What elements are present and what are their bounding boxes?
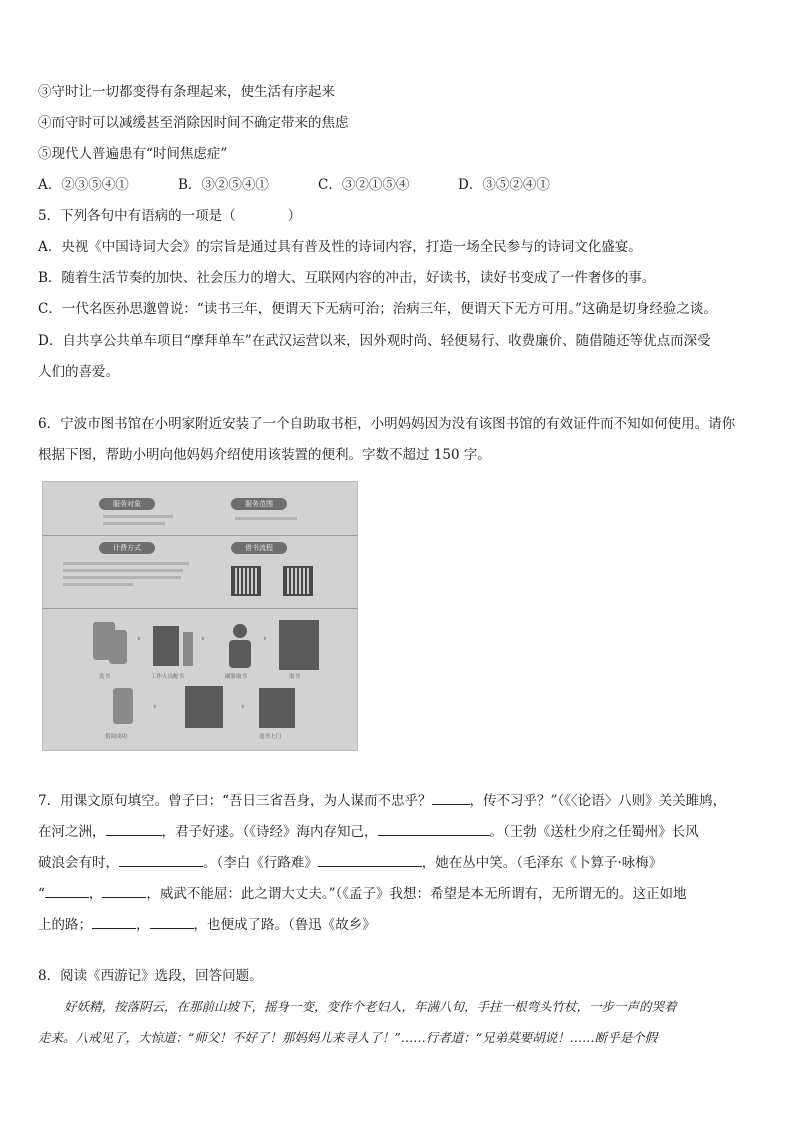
q7-text: “ [38, 886, 45, 902]
step-take-label: 取书 [289, 674, 301, 680]
q8-excerpt-line1: 好妖精，按落阴云，在那前山坡下，摇身一变，变作个老妇人，年满八旬，手拄一根弯头竹杖，一步一声的哭着 [64, 999, 677, 1014]
q7-blank-2[interactable] [106, 821, 162, 836]
q5-option-d-cont: 人们的喜爱。 [38, 364, 119, 380]
q7-text: ，也便成了路。（鲁迅《故乡》 [193, 917, 376, 933]
chevron-right-icon: › [201, 634, 205, 644]
person-icon [233, 624, 247, 638]
chevron-right-icon: › [263, 634, 267, 644]
q7-text: 7．用课文原句填空。曾子曰：“吾日三省吾身，为人谋而不忠乎？ [38, 793, 432, 809]
q4-option-b: B．③②⑤④① [178, 177, 269, 193]
qr-code-icon [231, 566, 261, 596]
q5-option-c: C．一代名医孙思邈曾说：“读书三年，便谓天下无病可治；治病三年，便谓天下无方可用。”这确是切身经验之谈。 [38, 301, 717, 317]
q7-line2 [38, 821, 758, 842]
q7-text: 上的路； [38, 917, 92, 933]
q7-line3 [38, 852, 758, 873]
list-item-5: ⑤现代人普遍患有“时间焦虑症” [38, 146, 228, 162]
service-object-label: 服务对象 [99, 498, 155, 510]
q7-line1 [38, 790, 758, 811]
q7-blank-9[interactable] [150, 914, 194, 929]
q8-stem: 8．阅读《西游记》选段，回答问题。 [38, 968, 263, 984]
list-item-4: ④而守时可以减缓甚至消除因时间不确定带来的焦虑 [38, 115, 349, 131]
q5-stem [38, 206, 758, 226]
q8-excerpt-line2: 走来。八戒见了，大惊道：“师父！不好了！那妈妈儿来寻人了！”……行者道：“兄弟莫要胡说！……断乎是个假 [38, 1030, 658, 1045]
locker-icon [279, 620, 319, 670]
q7-text: 。（李白《行路难》 [203, 855, 318, 871]
borrow-flow-label: 借书流程 [231, 542, 287, 554]
q6-stem-line2: 根据下图，帮助小明向他妈妈介绍使用该装置的便利。字数不超过 150 字。 [38, 447, 491, 463]
q5-stem-text: 5．下列各句中有语病的一项是（ [38, 208, 236, 224]
chevron-right-icon: › [137, 634, 141, 644]
q7-text: 在河之洲， [38, 824, 106, 840]
q5-option-b: B．随着生活节奏的加快、社会压力的增大、互联网内容的冲击，好读书，读好书变成了一件奢侈的事。 [38, 270, 656, 286]
q7-blank-4[interactable] [119, 852, 203, 867]
q7-text: ， [88, 886, 103, 902]
q7-blank-6[interactable] [45, 883, 89, 898]
book-locker-infographic [42, 481, 358, 751]
list-item-3: ③守时让一切都变得有条理起来，使生活有序起来 [38, 84, 335, 100]
q7-text: ， [136, 917, 150, 933]
phone-icon [113, 688, 133, 724]
step-select-label: 选书 [99, 674, 111, 680]
q7-line5 [38, 914, 758, 935]
q4-options [38, 175, 758, 195]
q7-blank-7[interactable] [102, 883, 146, 898]
person-icon [203, 688, 213, 698]
q4-option-a: A．②③⑤④① [38, 177, 129, 193]
chevron-right-icon: › [153, 702, 157, 712]
q7-text: ，威武不能屈：此之谓大丈夫。”（《孟子》我想：希望是本无所谓有，无所谓无的。这正如地 [146, 886, 687, 902]
step-face-label: 刷脸取书 [225, 674, 248, 680]
billing-label: 计费方式 [99, 542, 155, 554]
bookshelf-icon [153, 626, 179, 666]
q5-option-a: A．央视《中国诗词大会》的宗旨是通过具有普及性的诗词内容，打造一场全民参与的诗词文化盛宴。 [38, 239, 642, 255]
qr-code-icon [283, 566, 313, 596]
q7-text: ，传不习乎？”（《〈论语〉八则》关关雎鸠， [469, 793, 727, 809]
step-success-label: 借阅成功 [105, 734, 128, 740]
service-scope-label: 服务范围 [231, 498, 287, 510]
step-staff-label: 工作人员配书 [151, 674, 185, 680]
q4-option-c: C．③②①⑤④ [318, 177, 410, 193]
q5-stem-close: ） [287, 208, 302, 224]
q7-text: ，她在丛中笑。（毛泽东《卜算子·咏梅》 [421, 855, 663, 871]
q4-option-d: D．③⑤②④① [458, 177, 550, 193]
q7-text: 。（王勃《送杜少府之任蜀州》长风 [489, 824, 699, 840]
q7-blank-5[interactable] [318, 852, 422, 867]
phone-icon [109, 630, 127, 664]
step-deliver-label: 送书上门 [259, 734, 282, 740]
chevron-right-icon: › [241, 702, 245, 712]
q5-option-d: D．自共享公共单车项目“摩拜单车”在武汉运营以来，因外观时尚、轻便易行、收费廉价、随借随还等优点而深受 [38, 333, 711, 349]
q7-line4 [38, 883, 758, 904]
q7-text: ，君子好逑。（《诗经》海内存知己， [161, 824, 378, 840]
q6-stem-line1: 6．宁波市图书馆在小明家附近安装了一个自助取书柜，小明妈妈因为没有该图书馆的有效证件而不知如何使用。请你 [38, 416, 736, 432]
q7-text: 破浪会有时， [38, 855, 119, 871]
q7-blank-8[interactable] [92, 914, 136, 929]
q7-blank-1[interactable] [432, 790, 470, 805]
q7-blank-3[interactable] [378, 821, 490, 836]
door-icon [259, 688, 295, 728]
